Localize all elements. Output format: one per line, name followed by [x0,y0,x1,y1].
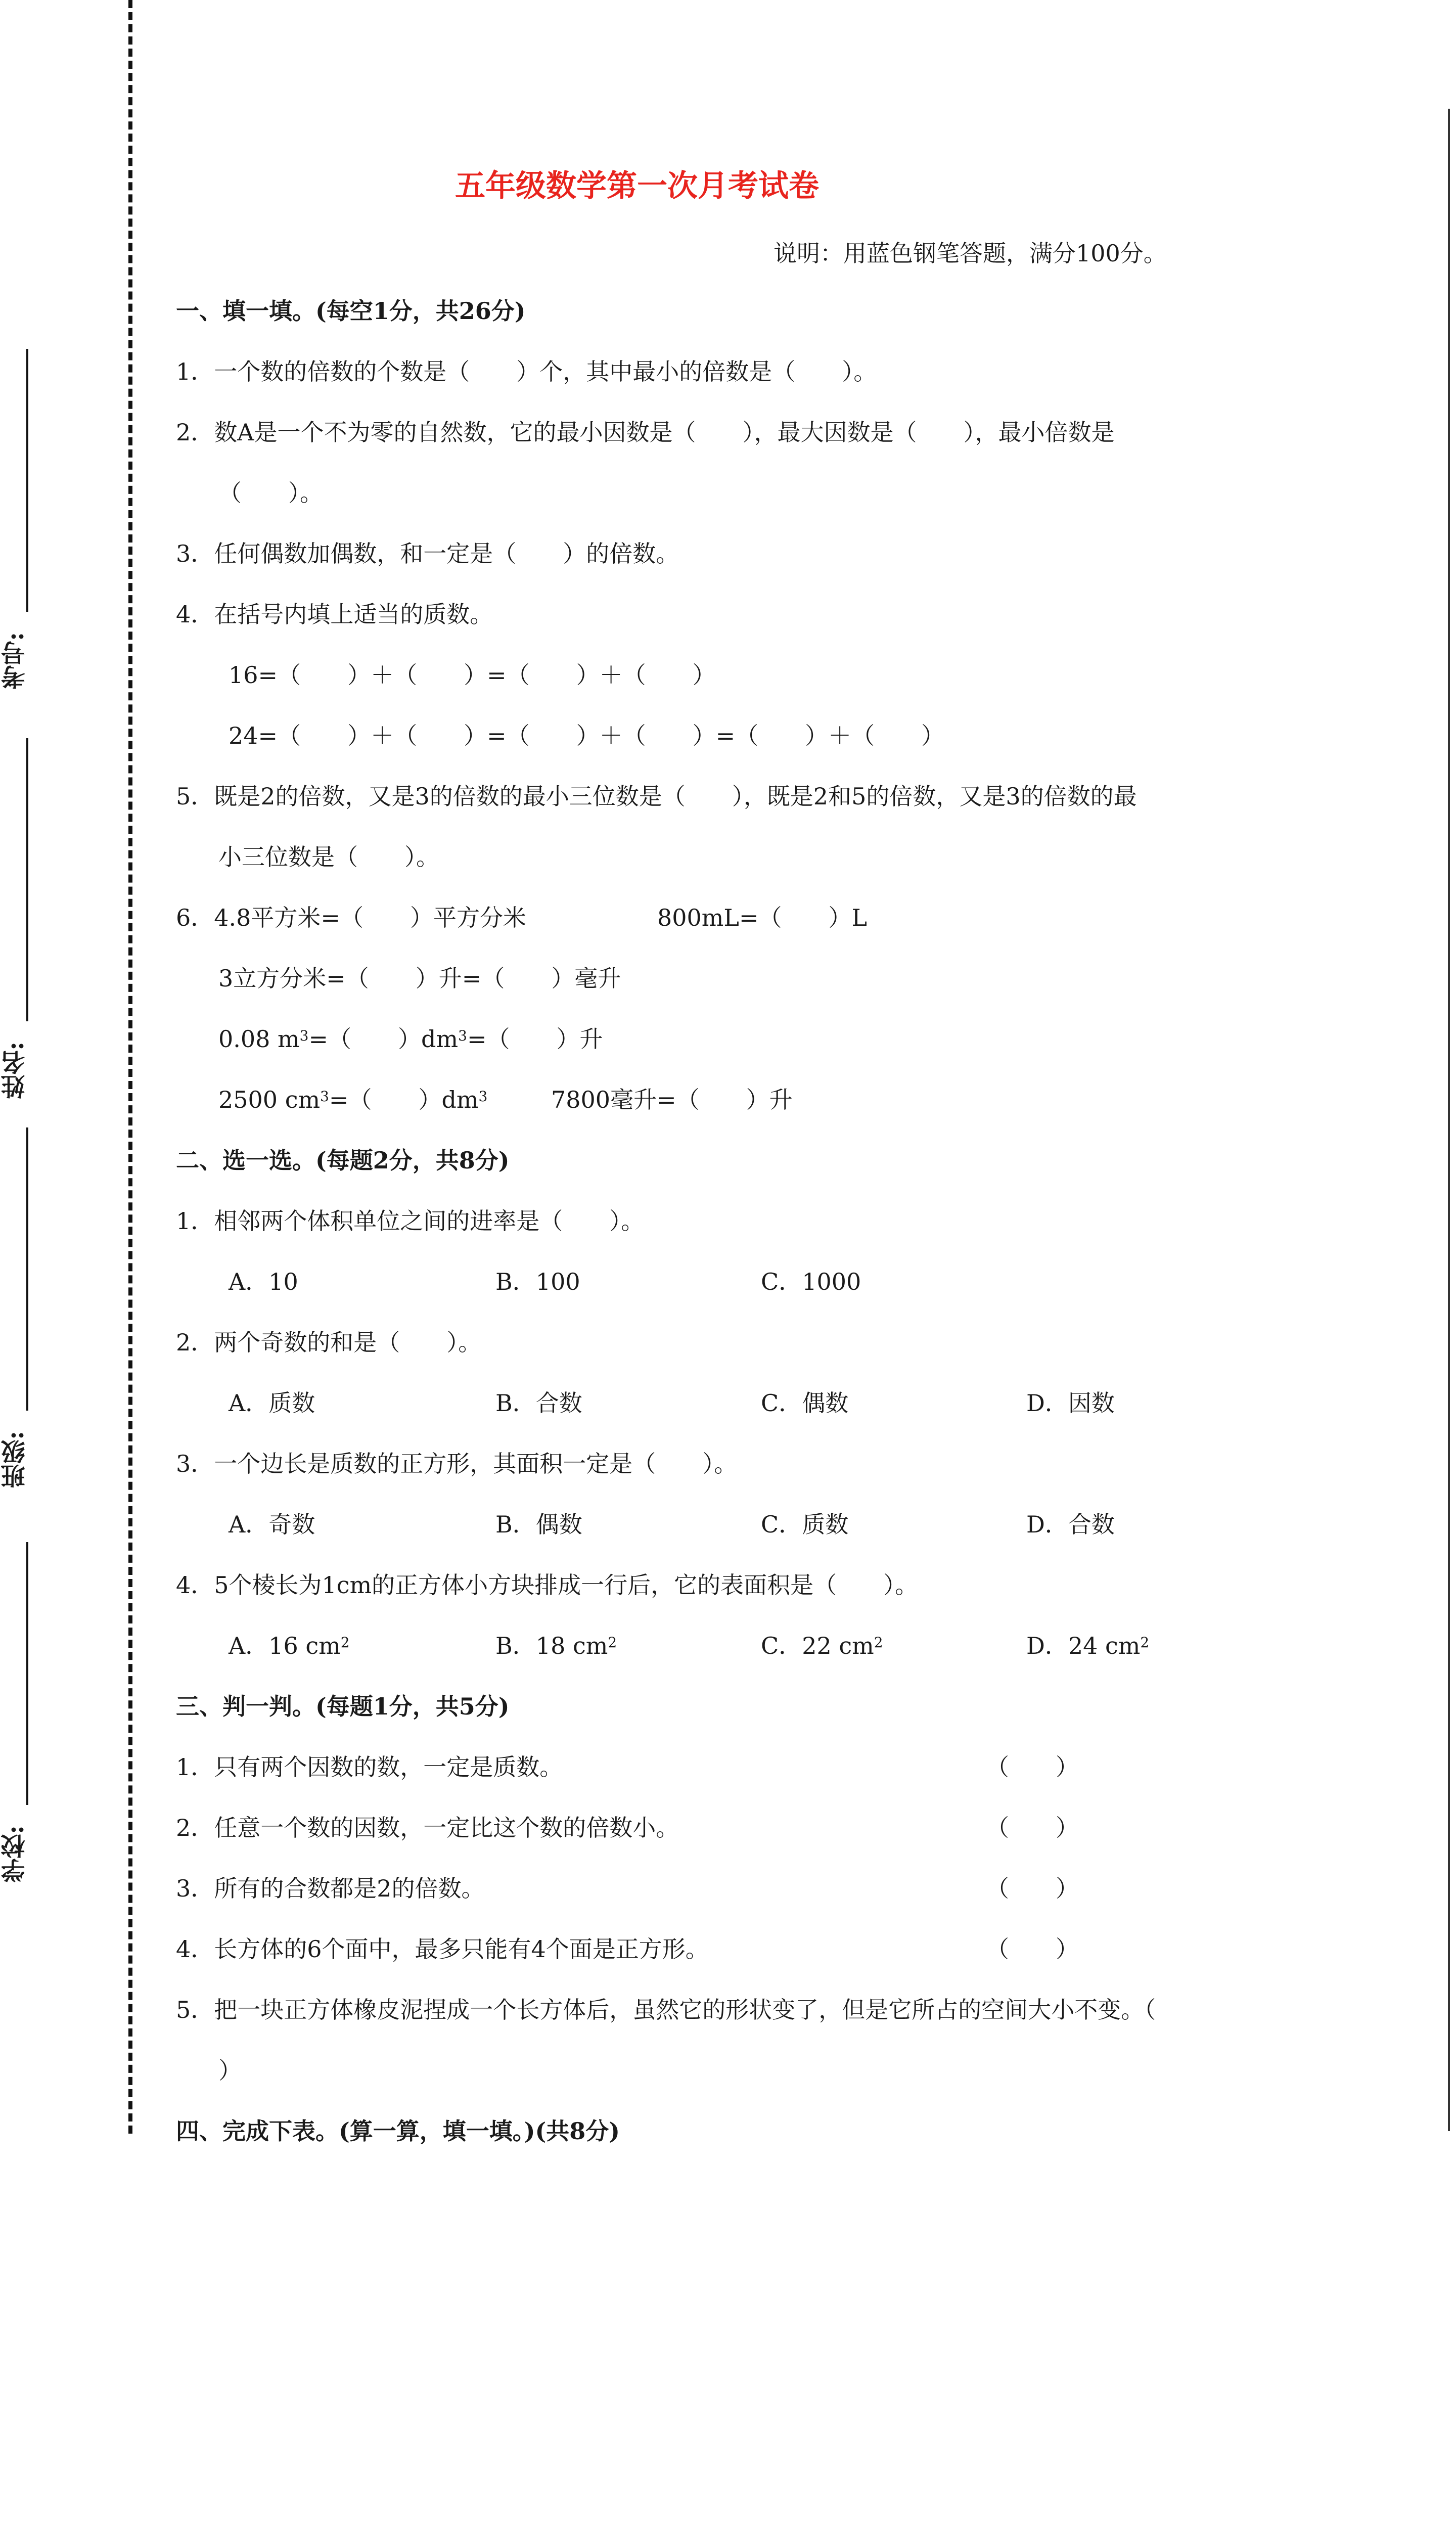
s2-q2-option-a[interactable]: A．质数 [229,1389,315,1417]
s2-q1-option-b[interactable]: B．100 [495,1268,580,1295]
s2-question-4: 4．5个棱长为1cm的正方体小方块排成一行后，它的表面积是（ ）。 [176,1571,919,1599]
s2-q2-option-d[interactable]: D．因数 [1026,1389,1115,1417]
name-blank[interactable] [26,738,28,1021]
s1-question-6d-2: 7800毫升=（ ）升 [551,1086,793,1113]
section3-heading: 三、判一判。(每题1分，共5分) [176,1693,510,1720]
s3-q2-answer-box[interactable]: （ ） [986,1814,1079,1841]
class-blank[interactable] [26,1127,28,1411]
s3-q1-answer-box[interactable]: （ ） [986,1753,1079,1781]
s1-question-6a-2: 800mL=（ ）L [657,904,868,931]
class-label: 班级: [1,1431,29,1488]
binding-dashed-line [128,0,132,2134]
s3-question-1: 1．只有两个因数的数，一定是质数。 [176,1753,563,1781]
s3-q4-answer-box[interactable]: （ ） [986,1935,1079,1963]
s2-q3-option-a[interactable]: A．奇数 [229,1511,315,1538]
s1-question-5-cont: 小三位数是（ ）。 [218,843,439,871]
right-border-line [1448,109,1450,2131]
s2-q3-option-d[interactable]: D．合数 [1026,1511,1115,1538]
section4-heading: 四、完成下表。(算一算，填一填。)(共8分) [176,2117,620,2145]
section2-heading: 二、选一选。(每题2分，共8分) [176,1147,510,1174]
s2-q4-option-c[interactable]: C．22 $cm^2$ [761,1632,883,1659]
s1-question-4a: 16=（ ）＋（ ）=（ ）＋（ ） [229,661,716,689]
s2-question-1: 1．相邻两个体积单位之间的进率是（ ）。 [176,1207,645,1235]
s3-question-5: 5．把一块正方体橡皮泥捏成一个长方体后，虽然它的形状变了，但是它所占的空间大小不变。（ [176,1996,1156,2023]
s3-q5-answer-box-close[interactable]: ） [218,2057,242,2084]
s1-question-2-cont: （ ）。 [218,479,323,507]
s3-question-2: 2．任意一个数的因数，一定比这个数的倍数小。 [176,1814,679,1841]
s2-q3-option-c[interactable]: C．质数 [761,1511,849,1538]
school-label: 学校: [1,1825,29,1883]
s3-q3-answer-box[interactable]: （ ） [986,1875,1079,1902]
s1-question-1: 1．一个数的倍数的个数是（ ）个，其中最小的倍数是（ ）。 [176,358,877,385]
exam-title: 五年级数学第一次月考试卷 [455,168,819,204]
s2-q4-option-b[interactable]: B．18 $cm^2$ [495,1632,617,1659]
s3-question-4: 4．长方体的6个面中，最多只能有4个面是正方形。 [176,1935,709,1963]
s2-q3-option-b[interactable]: B．偶数 [495,1511,582,1538]
name-field[interactable] [0,738,46,1112]
name-label: 姓名: [1,1042,29,1099]
exam-no-blank[interactable] [26,349,28,612]
s1-question-6b: 3立方分米=（ ）升=（ ）毫升 [218,965,621,992]
s2-q2-option-b[interactable]: B．合数 [495,1389,582,1417]
s2-q2-option-c[interactable]: C．偶数 [761,1389,849,1417]
s1-question-4: 4．在括号内填上适当的质数。 [176,601,493,628]
s2-q4-option-d[interactable]: D．24 $cm^2$ [1026,1632,1150,1659]
s1-question-5: 5．既是2的倍数，又是3的倍数的最小三位数是（ ），既是2和5的倍数，又是3的倍数的最 [176,783,1137,810]
s2-question-3: 3．一个边长是质数的正方形，其面积一定是（ ）。 [176,1450,738,1477]
s2-question-2: 2．两个奇数的和是（ ）。 [176,1329,482,1356]
section1-heading: 一、填一填。(每空1分，共26分) [176,297,526,325]
s1-question-4b: 24=（ ）＋（ ）=（ ）＋（ ）=（ ）＋（ ） [229,722,945,749]
s2-q1-option-a[interactable]: A．10 [229,1268,298,1295]
school-blank[interactable] [26,1542,28,1805]
class-field[interactable] [0,1127,46,1502]
exam-no-label: 考号: [1,632,29,690]
s1-question-6d: 2500 $cm^3=$（ ）$dm^3$ [218,1086,488,1113]
s1-question-2: 2．数A是一个不为零的自然数，它的最小因数是（ ），最大因数是（ ），最小倍数是 [176,419,1115,446]
exam-no-field[interactable] [0,349,46,713]
s1-question-6a: 6．4.8平方米=（ ）平方分米 [176,904,526,931]
s3-question-3: 3．所有的合数都是2的倍数。 [176,1875,485,1902]
exam-instructions: 说明：用蓝色钢笔答题，满分100分。 [774,240,1167,267]
s1-question-3: 3．任何偶数加偶数，和一定是（ ）的倍数。 [176,540,679,567]
s2-q1-option-c[interactable]: C．1000 [761,1268,861,1295]
s1-question-6c: 0.08 $m^3=$（ ）$dm^3=$（ ）升 [218,1025,603,1053]
s2-q4-option-a[interactable]: A．16 $cm^2$ [229,1632,350,1659]
school-field[interactable] [0,1542,46,1896]
